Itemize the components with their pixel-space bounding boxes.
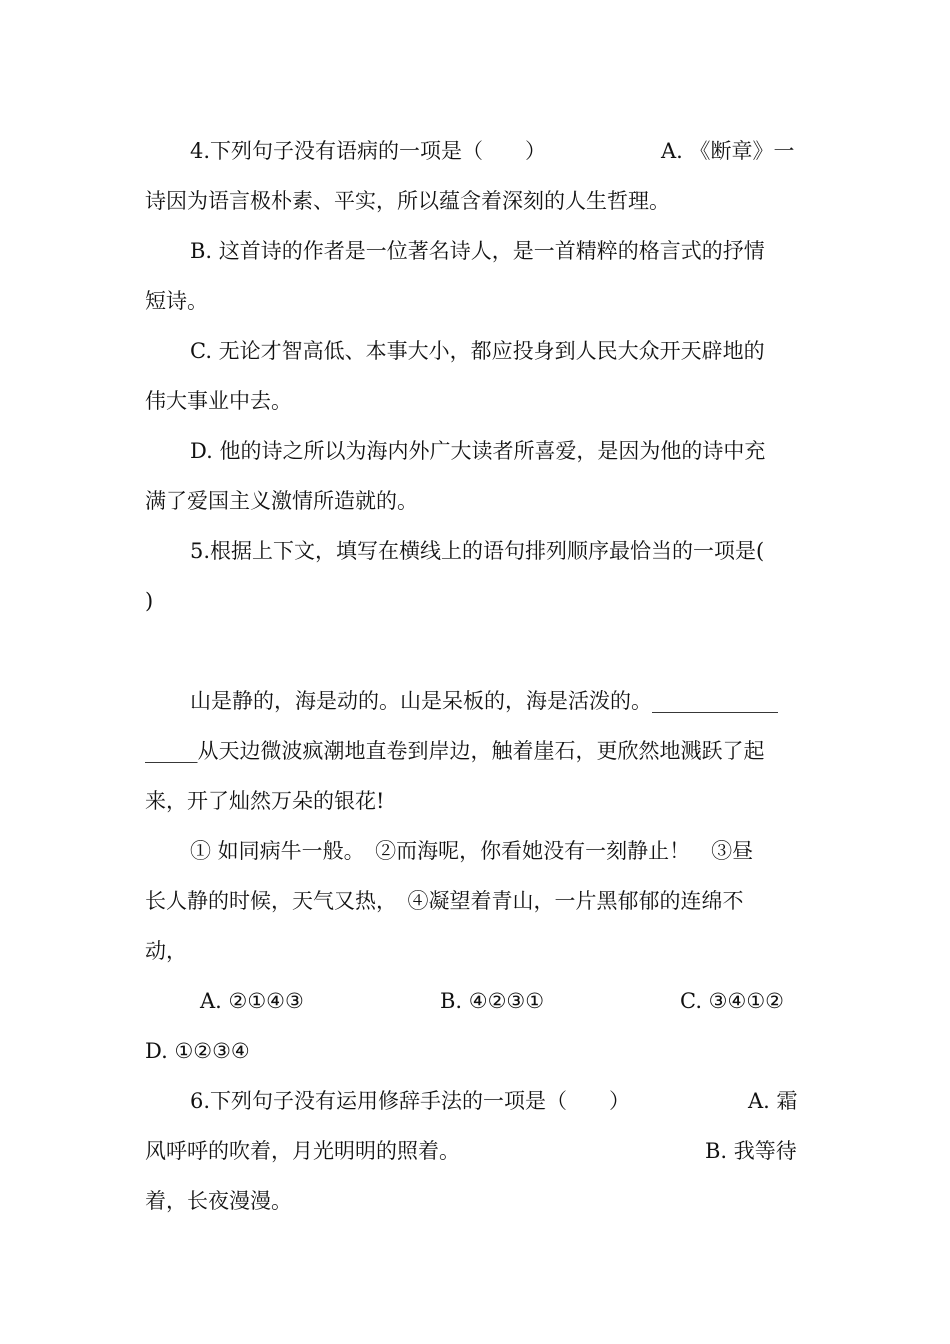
q5-items-line-3: 动， xyxy=(145,939,187,963)
q6-option-a-tail: 风呼呼的吹着，月光明明的照着。 xyxy=(145,1139,460,1163)
q4-stem: 4.下列句子没有语病的一项是（ ） xyxy=(190,139,547,163)
q6-stem: 6.下列句子没有运用修辞手法的一项是（ ） xyxy=(190,1089,631,1113)
q4-option-b: B. 这首诗的作者是一位著名诗人，是一首精粹的格言式的抒情 xyxy=(190,239,765,263)
q6-option-b-head: B. 我等待 xyxy=(705,1139,797,1163)
q4-option-a-tail: 诗因为语言极朴素、平实，所以蕴含着深刻的人生哲理。 xyxy=(145,189,670,213)
q4-option-b-cont: 短诗。 xyxy=(145,289,208,313)
q5-choice-a: A. ②①④③ xyxy=(200,989,304,1013)
q5-stem: 5.根据上下文，填写在横线上的语句排列顺序最恰当的一项是( xyxy=(190,539,765,563)
q5-choice-d: D. ①②③④ xyxy=(145,1039,250,1063)
q5-passage-line-3: 来，开了灿然万朵的银花! xyxy=(145,789,385,813)
q6-option-b-tail: 着，长夜漫漫。 xyxy=(145,1189,292,1213)
q4-option-a-head: A. 《断章》一 xyxy=(661,139,795,163)
q6-option-a-head: A. 霜 xyxy=(748,1089,798,1113)
q4-option-d: D. 他的诗之所以为海内外广大读者所喜爱，是因为他的诗中充 xyxy=(190,439,766,463)
q5-items-line-1: ① 如同病牛一般。 ②而海呢，你看她没有一刻静止！ ③昼 xyxy=(190,839,754,863)
q5-choice-c: C. ③④①② xyxy=(680,989,784,1013)
q5-passage-line-1: 山是静的，海是动的。山是呆板的，海是活泼的。____________ xyxy=(190,689,778,713)
q5-passage-line-2: _____从天边微波疯潮地直卷到岸边，触着崖石，更欣然地溅跃了起 xyxy=(145,739,765,763)
q5-stem-cont: ) xyxy=(145,589,154,613)
q5-choice-b: B. ④②③① xyxy=(440,989,545,1013)
q4-option-c: C. 无论才智高低、本事大小，都应投身到人民大众开天辟地的 xyxy=(190,339,765,363)
q5-items-line-2: 长人静的时候，天气又热， ④凝望着青山，一片黑郁郁的连绵不 xyxy=(145,889,744,913)
q4-option-c-cont: 伟大事业中去。 xyxy=(145,389,292,413)
q4-option-d-cont: 满了爱国主义激情所造就的。 xyxy=(145,489,418,513)
